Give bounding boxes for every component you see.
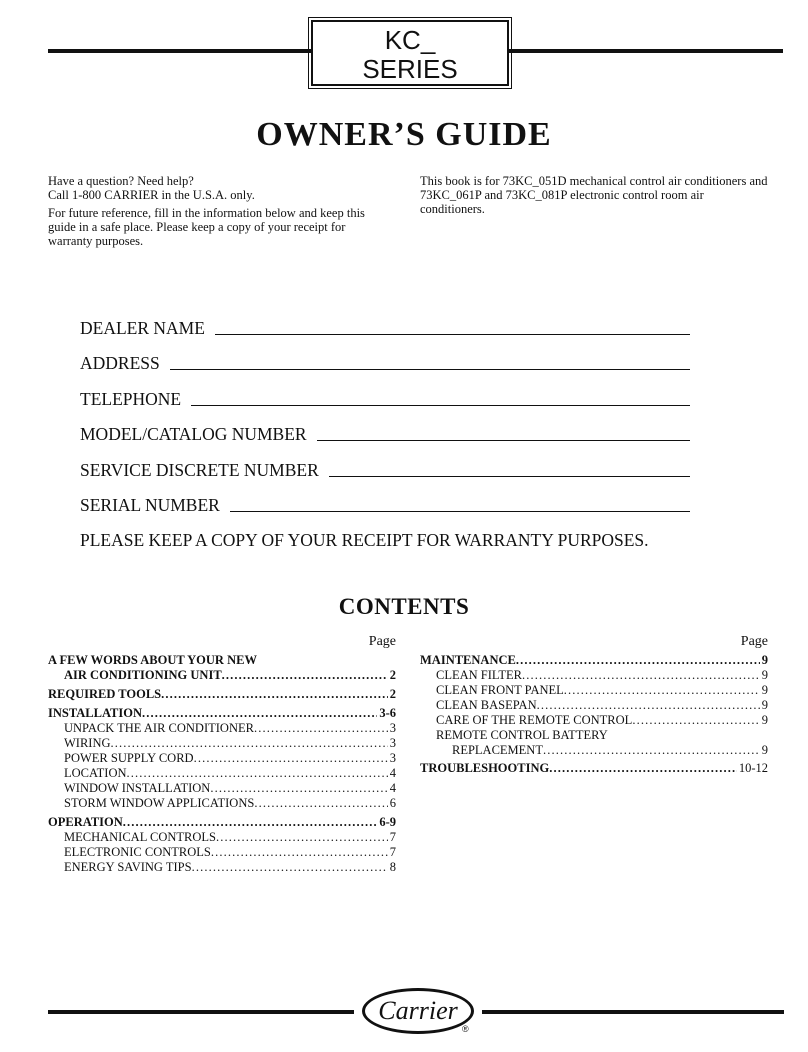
serial-number-row xyxy=(80,481,690,517)
toc-entry[interactable] xyxy=(420,743,768,758)
toc-leader-dots xyxy=(194,751,388,766)
toc-entry[interactable] xyxy=(48,860,396,875)
toc-entry[interactable] xyxy=(420,728,768,743)
toc-entry-page: 9 xyxy=(761,668,768,682)
toc-entry[interactable] xyxy=(48,781,396,796)
toc-entry[interactable] xyxy=(420,683,768,698)
toc-leader-dots xyxy=(142,706,377,721)
toc-entry-title: CARE OF THE REMOTE CONTROL xyxy=(436,713,633,727)
address-row xyxy=(80,339,690,375)
service-number-row xyxy=(80,445,690,481)
toc-entry-page: 6 xyxy=(389,796,396,810)
toc-leader-dots xyxy=(632,713,759,728)
series-line-1: KC_ xyxy=(384,25,436,55)
toc-entry-page: 9 xyxy=(761,683,768,697)
toc-entry-page: 3 xyxy=(389,721,396,735)
serial-number-field[interactable] xyxy=(230,510,690,512)
toc-entry-title: REPLACEMENT xyxy=(452,743,543,757)
toc-right-column xyxy=(420,634,768,776)
toc-entry-page: 7 xyxy=(389,845,396,859)
page-title: OWNER’S GUIDE xyxy=(256,116,552,153)
toc-entry-title: OPERATION xyxy=(48,815,123,829)
toc-entry[interactable] xyxy=(48,736,396,751)
series-line-2: SERIES xyxy=(362,54,458,84)
toc-entry[interactable] xyxy=(48,751,396,766)
toc-entry-title: WINDOW INSTALLATION xyxy=(64,781,211,795)
intro-left xyxy=(48,174,388,252)
toc-entry-title: CLEAN FILTER xyxy=(436,668,522,682)
toc-entry-page: 4 xyxy=(389,766,396,780)
toc-entry[interactable] xyxy=(48,815,396,830)
toc-entry-title: A FEW WORDS ABOUT YOUR NEW xyxy=(48,653,257,667)
telephone-label: TELEPHONE xyxy=(80,388,182,409)
intro-book-note: This book is for 73KC_051D mechanical control air conditioners and 73KC_061P and 73KC_081P electronic control room air conditioners. xyxy=(420,174,768,216)
toc-leader-dots xyxy=(211,845,388,860)
toc-leader-dots xyxy=(549,761,737,776)
toc-right-page-header: Page xyxy=(740,634,768,649)
toc-entry[interactable] xyxy=(420,698,768,713)
toc-leader-dots xyxy=(222,668,388,683)
toc-leader-dots xyxy=(161,687,388,702)
toc-entry[interactable] xyxy=(48,845,396,860)
contents-title: CONTENTS xyxy=(338,594,470,619)
toc-entry-page: 9 xyxy=(761,698,768,712)
toc-leader-dots xyxy=(254,721,388,736)
toc-entry-title: REQUIRED TOOLS xyxy=(48,687,162,701)
toc-entry-title: MAINTENANCE xyxy=(420,653,516,667)
address-label: ADDRESS xyxy=(80,353,160,373)
toc-entry-title: STORM WINDOW APPLICATIONS xyxy=(64,796,255,810)
toc-entry-title: CLEAN FRONT PANEL xyxy=(436,683,564,697)
toc-entry-page: 9 xyxy=(761,653,768,667)
info-form xyxy=(80,303,690,551)
toc-entry[interactable] xyxy=(48,653,396,668)
toc-left-column xyxy=(48,634,396,875)
toc-entry[interactable] xyxy=(420,713,768,728)
toc-leader-dots xyxy=(543,743,760,758)
toc-entry-page: 2 xyxy=(389,668,396,682)
toc-entry-title: ELECTRONIC CONTROLS xyxy=(64,845,211,859)
toc-entry-title: UNPACK THE AIR CONDITIONER xyxy=(64,721,254,735)
toc-entry-title: POWER SUPPLY CORD xyxy=(64,751,194,765)
toc-entry-title: INSTALLATION xyxy=(48,706,143,720)
toc-leader-dots xyxy=(111,736,388,751)
toc-leader-dots xyxy=(254,796,387,811)
warranty-notice: PLEASE KEEP A COPY OF YOUR RECEIPT FOR WARRANTY PURPOSES. xyxy=(80,530,649,550)
intro-question: Have a question? Need help? xyxy=(48,174,194,188)
telephone-field[interactable] xyxy=(191,404,690,406)
top-rule-left xyxy=(48,49,313,53)
series-box xyxy=(311,20,509,86)
telephone-row xyxy=(80,374,690,410)
toc-entry[interactable] xyxy=(48,668,396,683)
toc-leader-dots xyxy=(537,698,760,713)
toc-entry-title: TROUBLESHOOTING xyxy=(420,761,550,775)
top-rule-right xyxy=(507,49,783,53)
toc-entry[interactable] xyxy=(48,796,396,811)
toc-entry-title: ENERGY SAVING TIPS xyxy=(64,860,192,874)
service-number-field[interactable] xyxy=(329,475,690,477)
serial-number-label: SERIAL NUMBER xyxy=(80,495,220,515)
toc-entry[interactable] xyxy=(48,766,396,781)
toc-entry[interactable] xyxy=(48,721,396,736)
toc-entry[interactable] xyxy=(420,653,768,668)
toc-entry-page: 7 xyxy=(389,830,396,844)
intro-right xyxy=(420,174,770,220)
dealer-name-row xyxy=(80,303,690,339)
toc-entry-page: 6-9 xyxy=(379,815,396,829)
toc-entry-page: 4 xyxy=(389,781,396,795)
model-number-row xyxy=(80,410,690,446)
toc-entry[interactable] xyxy=(48,830,396,845)
toc-entry-page: 3 xyxy=(389,751,396,765)
intro-call: Call 1-800 CARRIER in the U.S.A. only. xyxy=(48,188,255,202)
toc-entry-page: 3 xyxy=(389,736,396,750)
toc-entry-page: 9 xyxy=(761,713,768,727)
bottom-rule-left xyxy=(48,1010,354,1014)
toc-entry-page: 2 xyxy=(389,687,396,701)
dealer-name-label: DEALER NAME xyxy=(80,317,205,338)
toc-entry-page: 10-12 xyxy=(738,761,768,775)
model-number-label: MODEL/CATALOG NUMBER xyxy=(80,424,307,444)
toc-leader-dots xyxy=(192,860,388,875)
toc-leader-dots xyxy=(564,683,760,698)
toc-leader-dots xyxy=(127,766,388,781)
service-number-label: SERVICE DISCRETE NUMBER xyxy=(80,459,319,480)
dealer-name-field[interactable] xyxy=(215,333,690,335)
toc-entry-page: 9 xyxy=(761,743,768,757)
toc-leader-dots xyxy=(216,830,388,845)
intro-reference: For future reference, fill in the information below and keep this guide in a safe place. Please keep a copy of your receipt for warranty purposes. xyxy=(48,206,365,248)
bottom-rule-right xyxy=(482,1010,784,1014)
toc-entry-page: 8 xyxy=(389,860,396,874)
registered-mark: ® xyxy=(462,1024,469,1034)
toc-leader-dots xyxy=(516,653,760,668)
toc-entry[interactable] xyxy=(420,668,768,683)
carrier-logo-text: Carrier xyxy=(378,996,458,1025)
toc-entry-title: WIRING xyxy=(64,736,111,750)
model-number-field[interactable] xyxy=(317,439,690,441)
toc-leader-dots xyxy=(522,668,760,683)
toc-leader-dots xyxy=(123,815,378,830)
toc-entry-title: LOCATION xyxy=(64,766,127,780)
toc-left-page-header: Page xyxy=(368,634,396,649)
toc-leader-dots xyxy=(210,781,387,796)
toc-entry-title: AIR CONDITIONING UNIT xyxy=(64,668,222,682)
toc-entry-page: 3-6 xyxy=(379,706,396,720)
toc-entry-title: REMOTE CONTROL BATTERY xyxy=(436,728,608,742)
toc-entry[interactable] xyxy=(420,761,768,776)
toc-entry-title: CLEAN BASEPAN xyxy=(436,698,537,712)
toc-entry[interactable] xyxy=(48,706,396,721)
toc-entry[interactable] xyxy=(48,687,396,702)
address-field[interactable] xyxy=(170,368,690,370)
toc-entry-title: MECHANICAL CONTROLS xyxy=(64,830,216,844)
carrier-logo xyxy=(362,988,474,1034)
